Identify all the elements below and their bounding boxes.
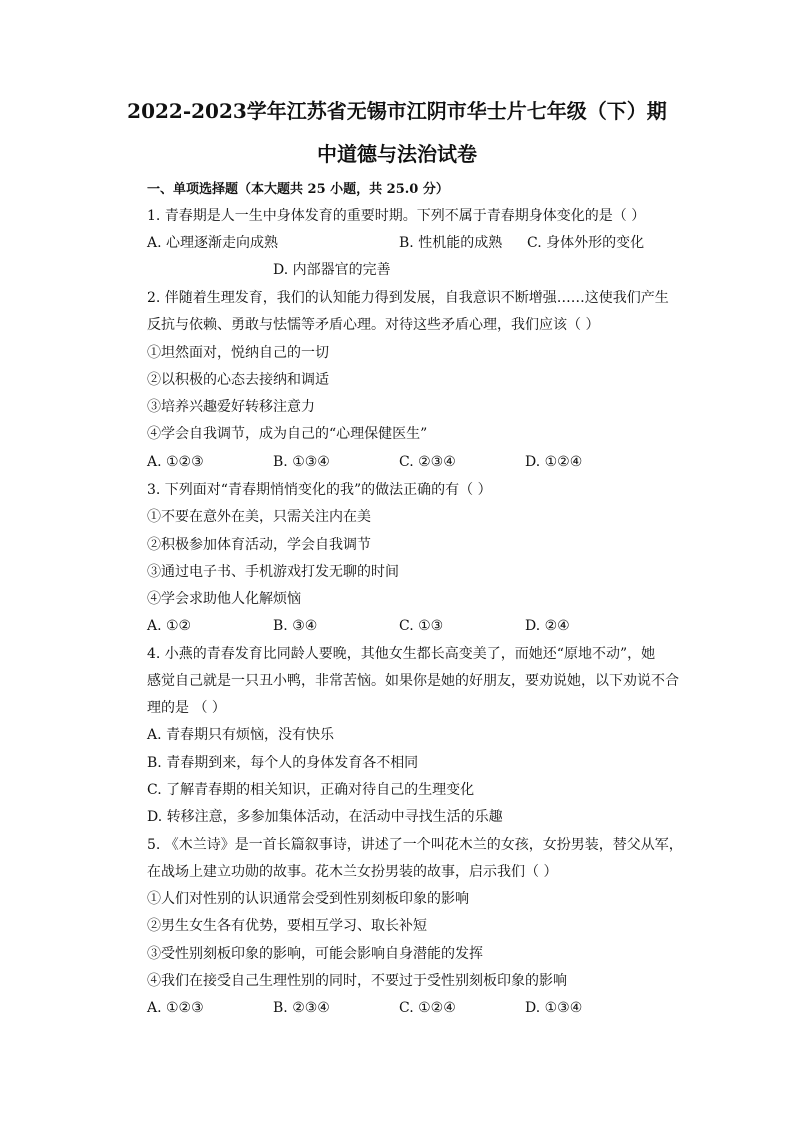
- question-2-option-b: B. ①③④: [273, 454, 330, 470]
- question-3-option-c: C. ①③: [399, 618, 444, 634]
- question-2-item-4: ④学会自我调节，成为自己的“心理保健医生”: [147, 426, 428, 442]
- question-1-option-d: D. 内部器官的完善: [273, 262, 391, 278]
- question-5-option-d: D. ①③④: [525, 1000, 583, 1016]
- question-3-item-2: ②积极参加体育活动，学会自我调节: [147, 537, 371, 553]
- question-4-stem-line2: 感觉自己就是一只丑小鸭，非常苦恼。如果你是她的好朋友，要劝说她，以下劝说不合: [147, 673, 679, 689]
- question-2-item-2: ②以积极的心态去接纳和调适: [147, 372, 329, 388]
- question-1-option-a: A. 心理逐渐走向成熟: [147, 235, 279, 251]
- question-1-option-b: B. 性机能的成熟: [399, 235, 503, 251]
- question-1-options-row: [147, 233, 667, 253]
- question-2-stem-line2: 反抗与依赖、勇敢与怯懦等矛盾心理。对待这些矛盾心理，我们应该（ ）: [147, 317, 600, 333]
- question-2-item-1: ①坦然面对，悦纳自己的一切: [147, 345, 329, 361]
- question-1-stem: 1. 青春期是人一生中身体发育的重要时期。下列不属于青春期身体变化的是（ ）: [147, 208, 646, 224]
- question-2-item-3: ③培养兴趣爱好转移注意力: [147, 399, 315, 415]
- question-5-stem-line2: 在战场上建立功勋的故事。花木兰女扮男装的故事，启示我们（ ）: [147, 864, 558, 880]
- question-5-stem-line1: 5. 《木兰诗》是一首长篇叙事诗，讲述了一个叫花木兰的女孩，女扮男装，替父从军，: [147, 837, 683, 853]
- question-4-option-b: B. 青春期到来，每个人的身体发育各不相同: [147, 755, 419, 771]
- question-5-option-b: B. ②③④: [273, 1000, 330, 1016]
- question-5-item-2: ②男生女生各有优势，要相互学习、取长补短: [147, 918, 427, 934]
- section-heading: 一、单项选择题（本大题共 25 小题，共 25.0 分）: [147, 182, 449, 197]
- question-3-option-a: A. ①②: [147, 618, 192, 634]
- question-4-option-a: A. 青春期只有烦恼，没有快乐: [147, 727, 335, 743]
- question-5-options-row: [147, 998, 667, 1018]
- question-5-option-a: A. ①②③: [147, 1000, 204, 1016]
- question-5-item-4: ④我们在接受自己生理性别的同时，不要过于受性别刻板印象的影响: [147, 973, 567, 989]
- question-4-option-c: C. 了解青春期的相关知识，正确对待自己的生理变化: [147, 782, 475, 798]
- question-5-option-c: C. ①②④: [399, 1000, 456, 1016]
- question-2-option-d: D. ①②④: [525, 454, 583, 470]
- question-3-item-1: ①不要在意外在美，只需关注内在美: [147, 509, 371, 525]
- question-3-item-3: ③通过电子书、手机游戏打发无聊的时间: [147, 564, 399, 580]
- question-4-stem-line3: 理的是 （ ）: [147, 700, 226, 716]
- question-4-stem-line1: 4. 小燕的青春发育比同龄人要晚，其他女生都长高变美了，而她还“原地不动”，她: [147, 646, 656, 662]
- question-5-item-1: ①人们对性别的认识通常会受到性别刻板印象的影响: [147, 891, 469, 907]
- question-3-item-4: ④学会求助他人化解烦恼: [147, 591, 301, 607]
- question-4-option-d: D. 转移注意，多参加集体活动，在活动中寻找生活的乐趣: [147, 809, 503, 825]
- question-2-option-c: C. ②③④: [399, 454, 456, 470]
- question-2-option-a: A. ①②③: [147, 454, 204, 470]
- question-1-option-c: C. 身体外形的变化: [527, 235, 645, 251]
- exam-title-line1: 2022-2023学年江苏省无锡市江阴市华士片七年级（下）期: [127, 99, 667, 123]
- question-2-options-row: [147, 452, 667, 472]
- question-3-options-row: [147, 616, 667, 636]
- question-3-option-d: D. ②④: [525, 618, 570, 634]
- question-2-stem-line1: 2. 伴随着生理发育，我们的认知能力得到发展，自我意识不断增强……这使我们产生: [147, 290, 669, 306]
- question-3-option-b: B. ③④: [273, 618, 318, 634]
- exam-title-line2: 中道德与法治试卷: [317, 142, 477, 166]
- question-5-item-3: ③受性别刻板印象的影响，可能会影响自身潜能的发挥: [147, 946, 483, 962]
- question-3-stem: 3. 下列面对“青春期悄悄变化的我”的做法正确的有（ ）: [147, 482, 492, 498]
